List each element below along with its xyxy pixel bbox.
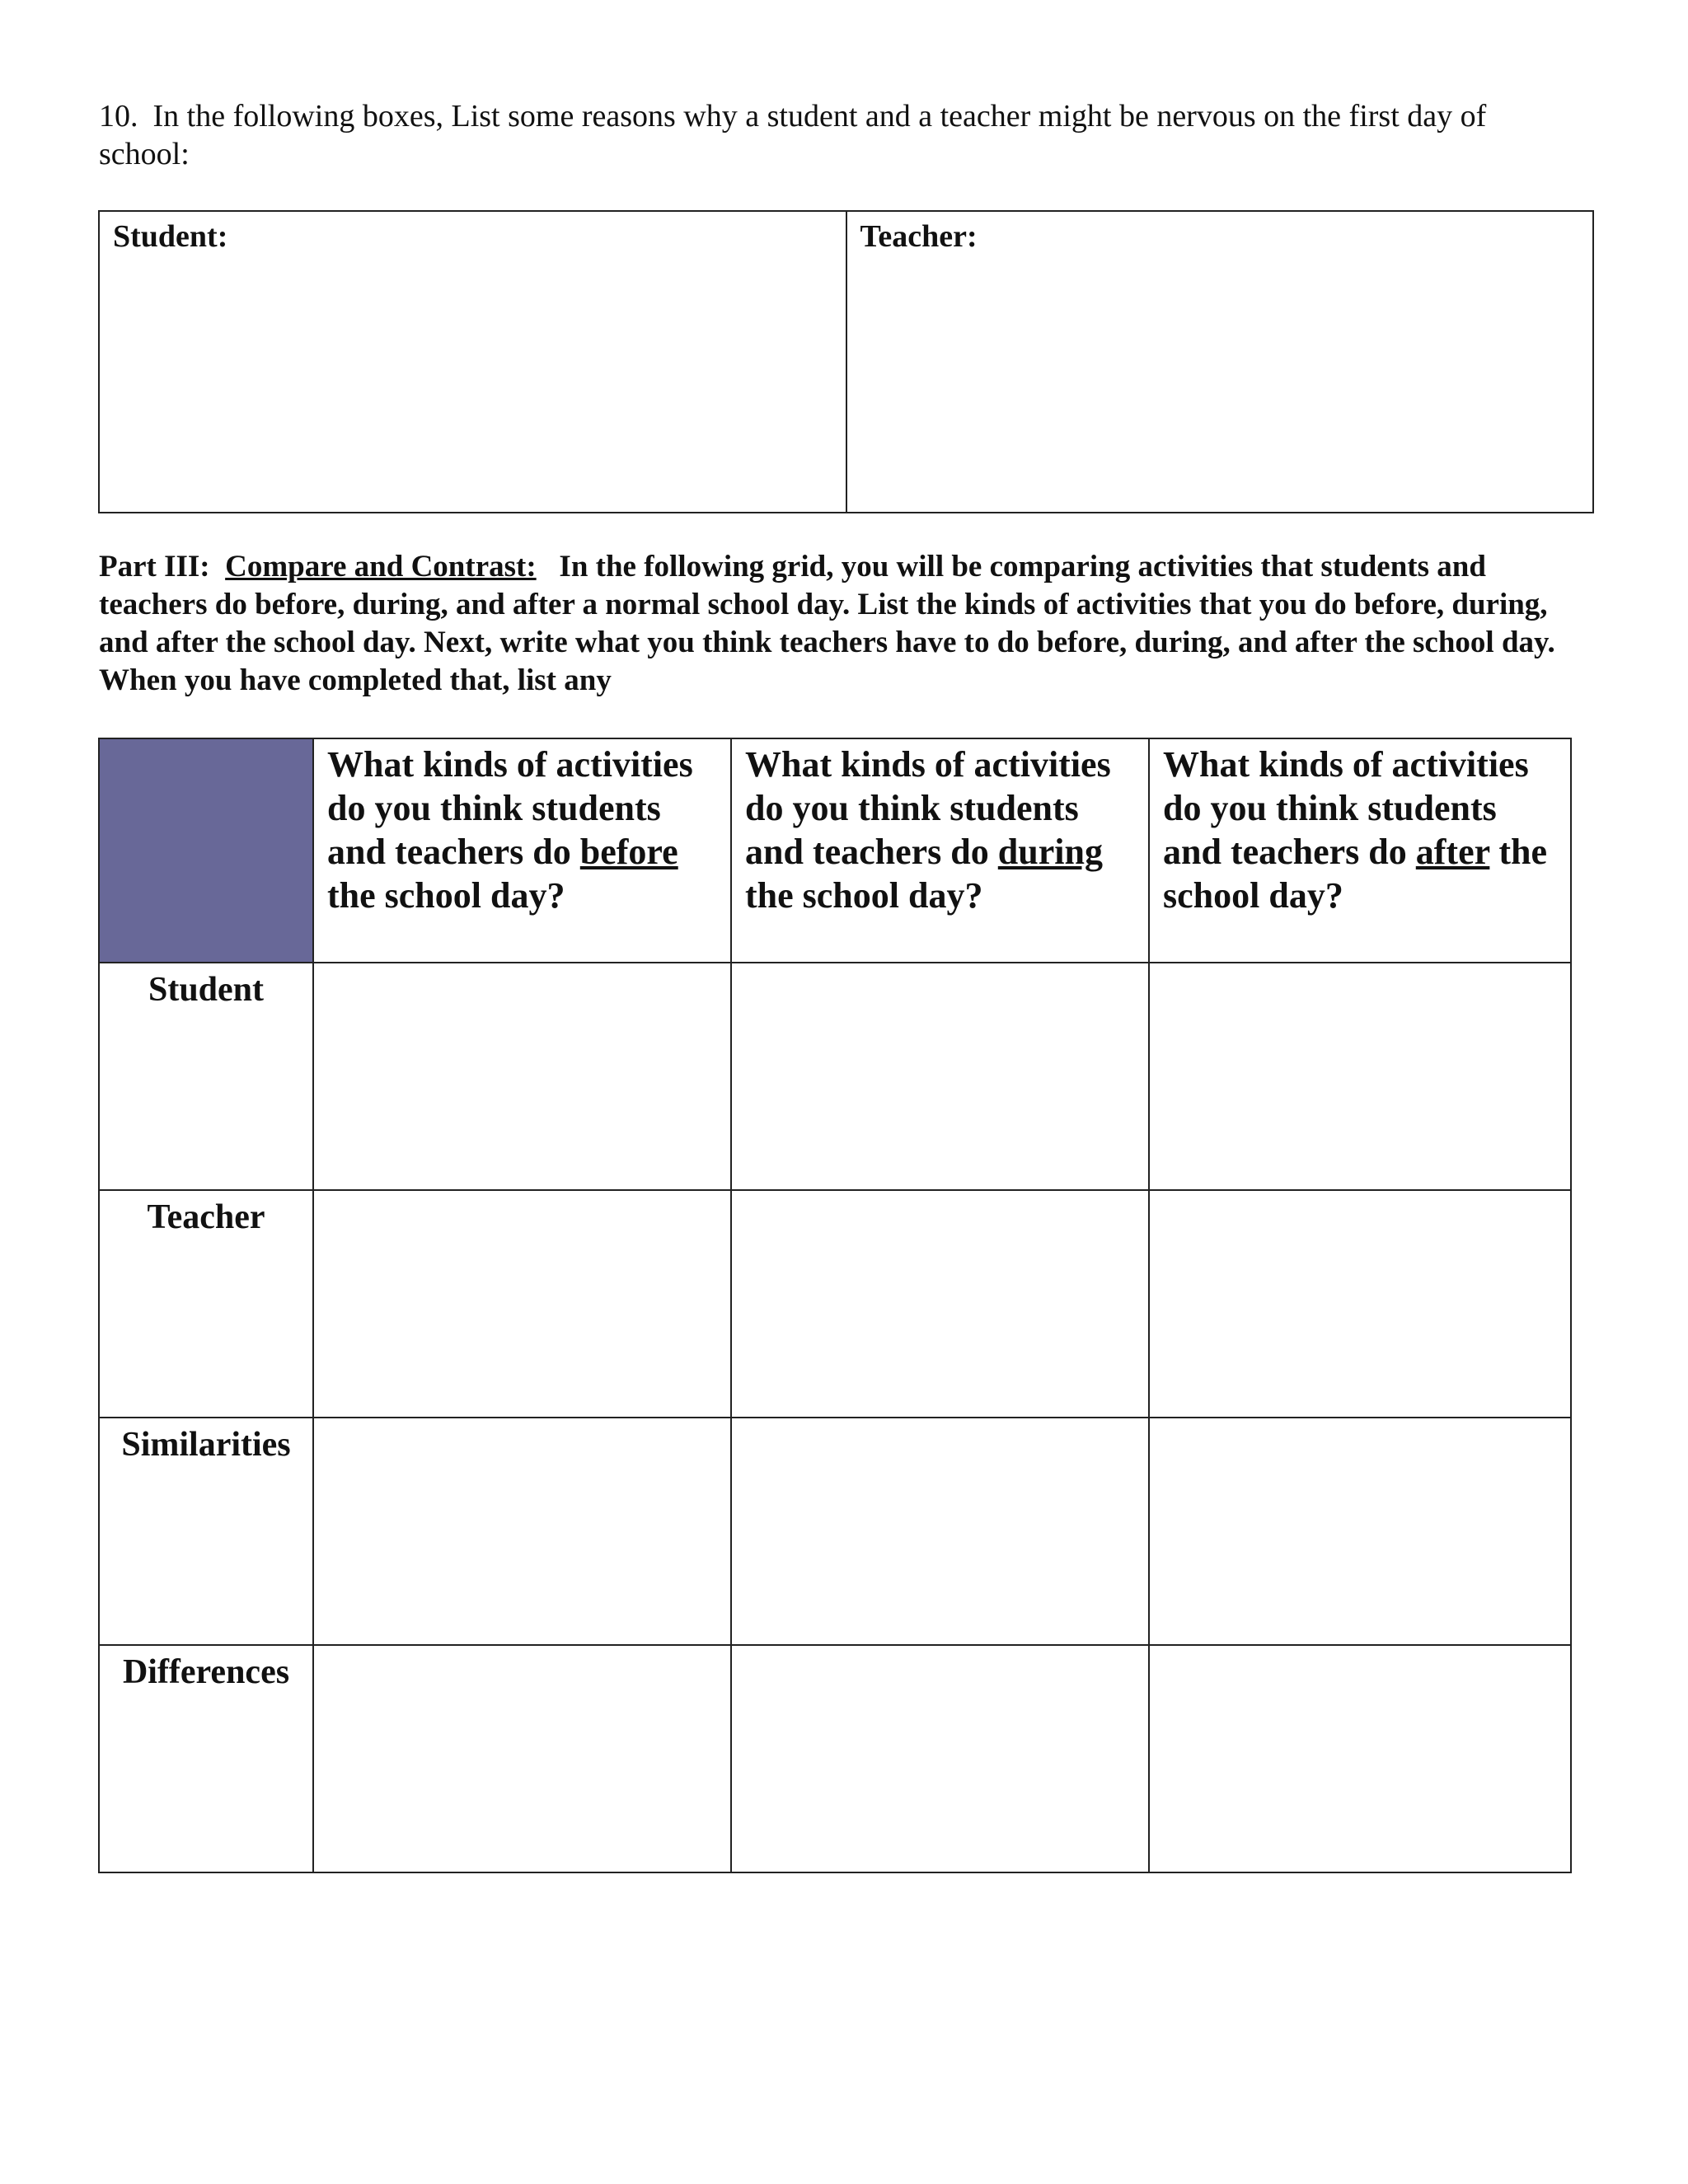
grid-row-differences — [99, 1645, 1571, 1872]
row-label-similarities: Similarities — [99, 1418, 313, 1645]
cell-similarities-after[interactable] — [1149, 1418, 1571, 1645]
part-3-text: In the following grid, you will be comparing activities that students and teachers do before, during, and after a normal school day. List the kinds of activities that you do before, during, and after the school day. Next, write what you think teachers have to do before, during, and after the school day. When you have completed that, list any — [99, 550, 1555, 697]
header-after-tail: the school day? — [1163, 832, 1548, 916]
header-during-tail: the school day? — [745, 875, 983, 916]
part-3-title: Compare and Contrast: — [225, 550, 537, 583]
header-after — [1149, 738, 1571, 963]
header-before-lead: What kinds of activities do you think students and teachers do — [327, 744, 693, 872]
header-before-key: before — [579, 832, 678, 872]
compare-contrast-grid — [98, 738, 1572, 1873]
cell-similarities-before[interactable] — [313, 1418, 731, 1645]
grid-row-student — [99, 963, 1571, 1190]
question-text: In the following boxes, List some reasons why a student and a teacher might be nervous on the first day of school: — [99, 99, 1487, 171]
teacher-box-label: Teacher: — [860, 219, 978, 254]
question-number: 10. — [99, 99, 138, 134]
student-box-label: Student: — [113, 219, 228, 254]
student-reasons-box[interactable] — [99, 211, 846, 513]
cell-teacher-after[interactable] — [1149, 1190, 1571, 1418]
header-before-tail: the school day? — [327, 875, 565, 916]
grid-row-similarities — [99, 1418, 1571, 1645]
nervous-reasons-table — [98, 210, 1594, 513]
part-3-instructions — [99, 548, 1591, 700]
header-during-lead: What kinds of activities do you think students and teachers do — [745, 744, 1111, 872]
cell-student-before[interactable] — [313, 963, 731, 1190]
question-10 — [99, 97, 1582, 173]
header-during-key: during — [997, 832, 1103, 872]
header-after-key: after — [1415, 832, 1490, 872]
row-label-differences: Differences — [99, 1645, 313, 1872]
grid-row-teacher — [99, 1190, 1571, 1418]
cell-differences-before[interactable] — [313, 1645, 731, 1872]
teacher-reasons-box[interactable] — [846, 211, 1594, 513]
grid-corner-cell — [99, 738, 313, 963]
header-during — [731, 738, 1149, 963]
header-after-lead: What kinds of activities do you think students and teachers do — [1163, 744, 1529, 872]
cell-student-during[interactable] — [731, 963, 1149, 1190]
cell-teacher-during[interactable] — [731, 1190, 1149, 1418]
cell-similarities-during[interactable] — [731, 1418, 1149, 1645]
row-label-teacher: Teacher — [99, 1190, 313, 1418]
cell-differences-during[interactable] — [731, 1645, 1149, 1872]
cell-differences-after[interactable] — [1149, 1645, 1571, 1872]
cell-teacher-before[interactable] — [313, 1190, 731, 1418]
header-before — [313, 738, 731, 963]
row-label-student: Student — [99, 963, 313, 1190]
part-3-prefix: Part III: — [99, 550, 210, 583]
cell-student-after[interactable] — [1149, 963, 1571, 1190]
